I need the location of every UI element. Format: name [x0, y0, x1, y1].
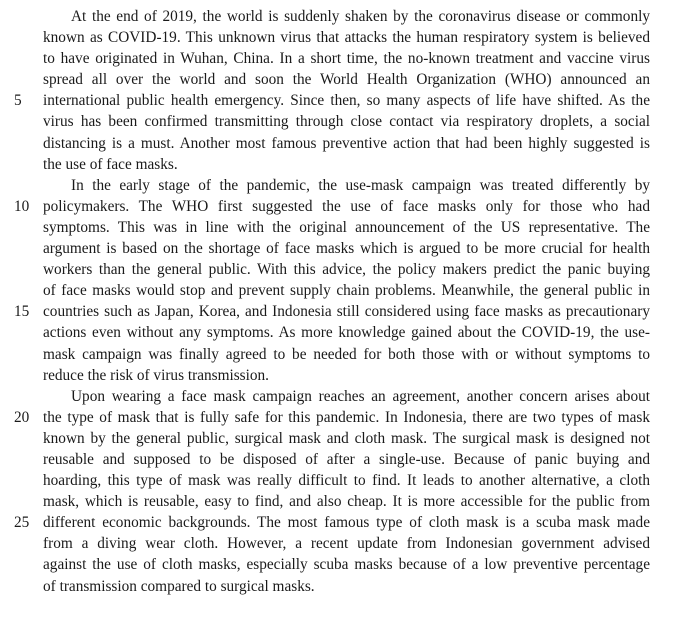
- line-text: argument is based on the shortage of face masks which is argued to be more crucial for health: [43, 240, 650, 258]
- text-line: [0, 280, 675, 301]
- line-text: the type of mask that is fully safe for this pandemic. In Indonesia, there are two types of mask: [43, 408, 650, 426]
- text-line: [0, 48, 675, 69]
- line-text: mask campaign was finally agreed to be needed for both those with or without symptoms to: [43, 345, 650, 363]
- paragraph-2: [0, 175, 675, 386]
- line-text: the use of face masks.: [43, 155, 178, 173]
- text-line: [0, 576, 675, 597]
- line-text: reusable and supposed to be disposed of after a single-use. Because of panic buying and: [43, 450, 650, 468]
- text-line: [0, 533, 675, 554]
- text-line: [0, 217, 675, 238]
- line-text: Upon wearing a face mask campaign reaches an agreement, another concern arises about: [71, 387, 650, 405]
- text-line: [0, 175, 675, 196]
- line-text: distancing is a must. Another most famous preventive action that had been highly suggested is: [43, 134, 650, 152]
- line-text: symptoms. This was in line with the original announcement of the US representative. The: [43, 218, 650, 236]
- text-line: [0, 301, 675, 322]
- line-text: international public health emergency. Since then, so many aspects of life have shifted. As the: [43, 92, 650, 110]
- line-number: 25: [14, 514, 30, 532]
- line-text: to have originated in Wuhan, China. In a short time, the no-known treatment and vaccine virus: [43, 50, 650, 68]
- line-text: In the early stage of the pandemic, the use-mask campaign was treated differently by: [71, 176, 650, 194]
- line-text: reduce the risk of virus transmission.: [43, 366, 270, 384]
- text-line: [0, 6, 675, 27]
- text-line: [0, 344, 675, 365]
- line-text: At the end of 2019, the world is suddenly shaken by the coronavirus disease or commonly: [71, 8, 650, 25]
- line-number: 20: [14, 408, 30, 426]
- line-text: policymakers. The WHO first suggested the use of face masks only for those who had: [43, 197, 650, 215]
- text-line: [0, 449, 675, 470]
- line-text: actions even without any symptoms. As more knowledge gained about the COVID-19, the use-: [43, 324, 650, 342]
- text-line: [0, 386, 675, 407]
- text-line: [0, 196, 675, 217]
- text-line: [0, 470, 675, 491]
- line-text: spread all over the world and soon the World Health Organization (WHO) announced an: [43, 71, 650, 89]
- line-text: virus has been confirmed transmitting through close contact via respiratory droplets, a social: [43, 113, 650, 131]
- paragraph-3: [0, 386, 675, 597]
- text-line: [0, 154, 675, 175]
- text-line: [0, 90, 675, 111]
- line-text: hoarding, this type of mask was really difficult to find. It leads to another alternative, a cloth: [43, 472, 650, 490]
- text-line: [0, 69, 675, 90]
- text-line: [0, 133, 675, 154]
- line-text: against the use of cloth masks, especially scuba masks because of a low preventive percentage: [43, 556, 650, 574]
- line-number: 5: [14, 92, 22, 110]
- text-line: [0, 27, 675, 48]
- text-line: [0, 491, 675, 512]
- line-text: known as COVID-19. This unknown virus that attacks the human respiratory system is believed: [43, 29, 650, 47]
- line-number: 10: [14, 197, 30, 215]
- text-line: [0, 111, 675, 132]
- document-body: [0, 6, 675, 597]
- line-text: workers than the general public. With this advice, the policy makers predict the panic buying: [43, 261, 650, 279]
- line-text: known by the general public, surgical mask and cloth mask. The surgical mask is designed not: [43, 429, 650, 447]
- text-line: [0, 554, 675, 575]
- line-text: from a diving wear cloth. However, a recent update from Indonesian government advised: [43, 535, 650, 553]
- line-text: mask, which is reusable, easy to find, and also cheap. It is more accessible for the public from: [43, 493, 650, 511]
- line-text: countries such as Japan, Korea, and Indonesia still considered using face masks as precautionary: [43, 303, 650, 321]
- line-text: of face masks would stop and prevent supply chain problems. Meanwhile, the general public in: [43, 282, 650, 300]
- text-line: [0, 428, 675, 449]
- text-line: [0, 407, 675, 428]
- paragraph-1: [0, 6, 675, 175]
- line-text: different economic backgrounds. The most famous type of cloth mask is a scuba mask made: [43, 514, 650, 532]
- text-line: [0, 259, 675, 280]
- text-line: [0, 365, 675, 386]
- text-line: [0, 322, 675, 343]
- line-text: of transmission compared to surgical masks.: [43, 577, 315, 595]
- line-number: 15: [14, 303, 30, 321]
- text-line: [0, 238, 675, 259]
- text-line: [0, 512, 675, 533]
